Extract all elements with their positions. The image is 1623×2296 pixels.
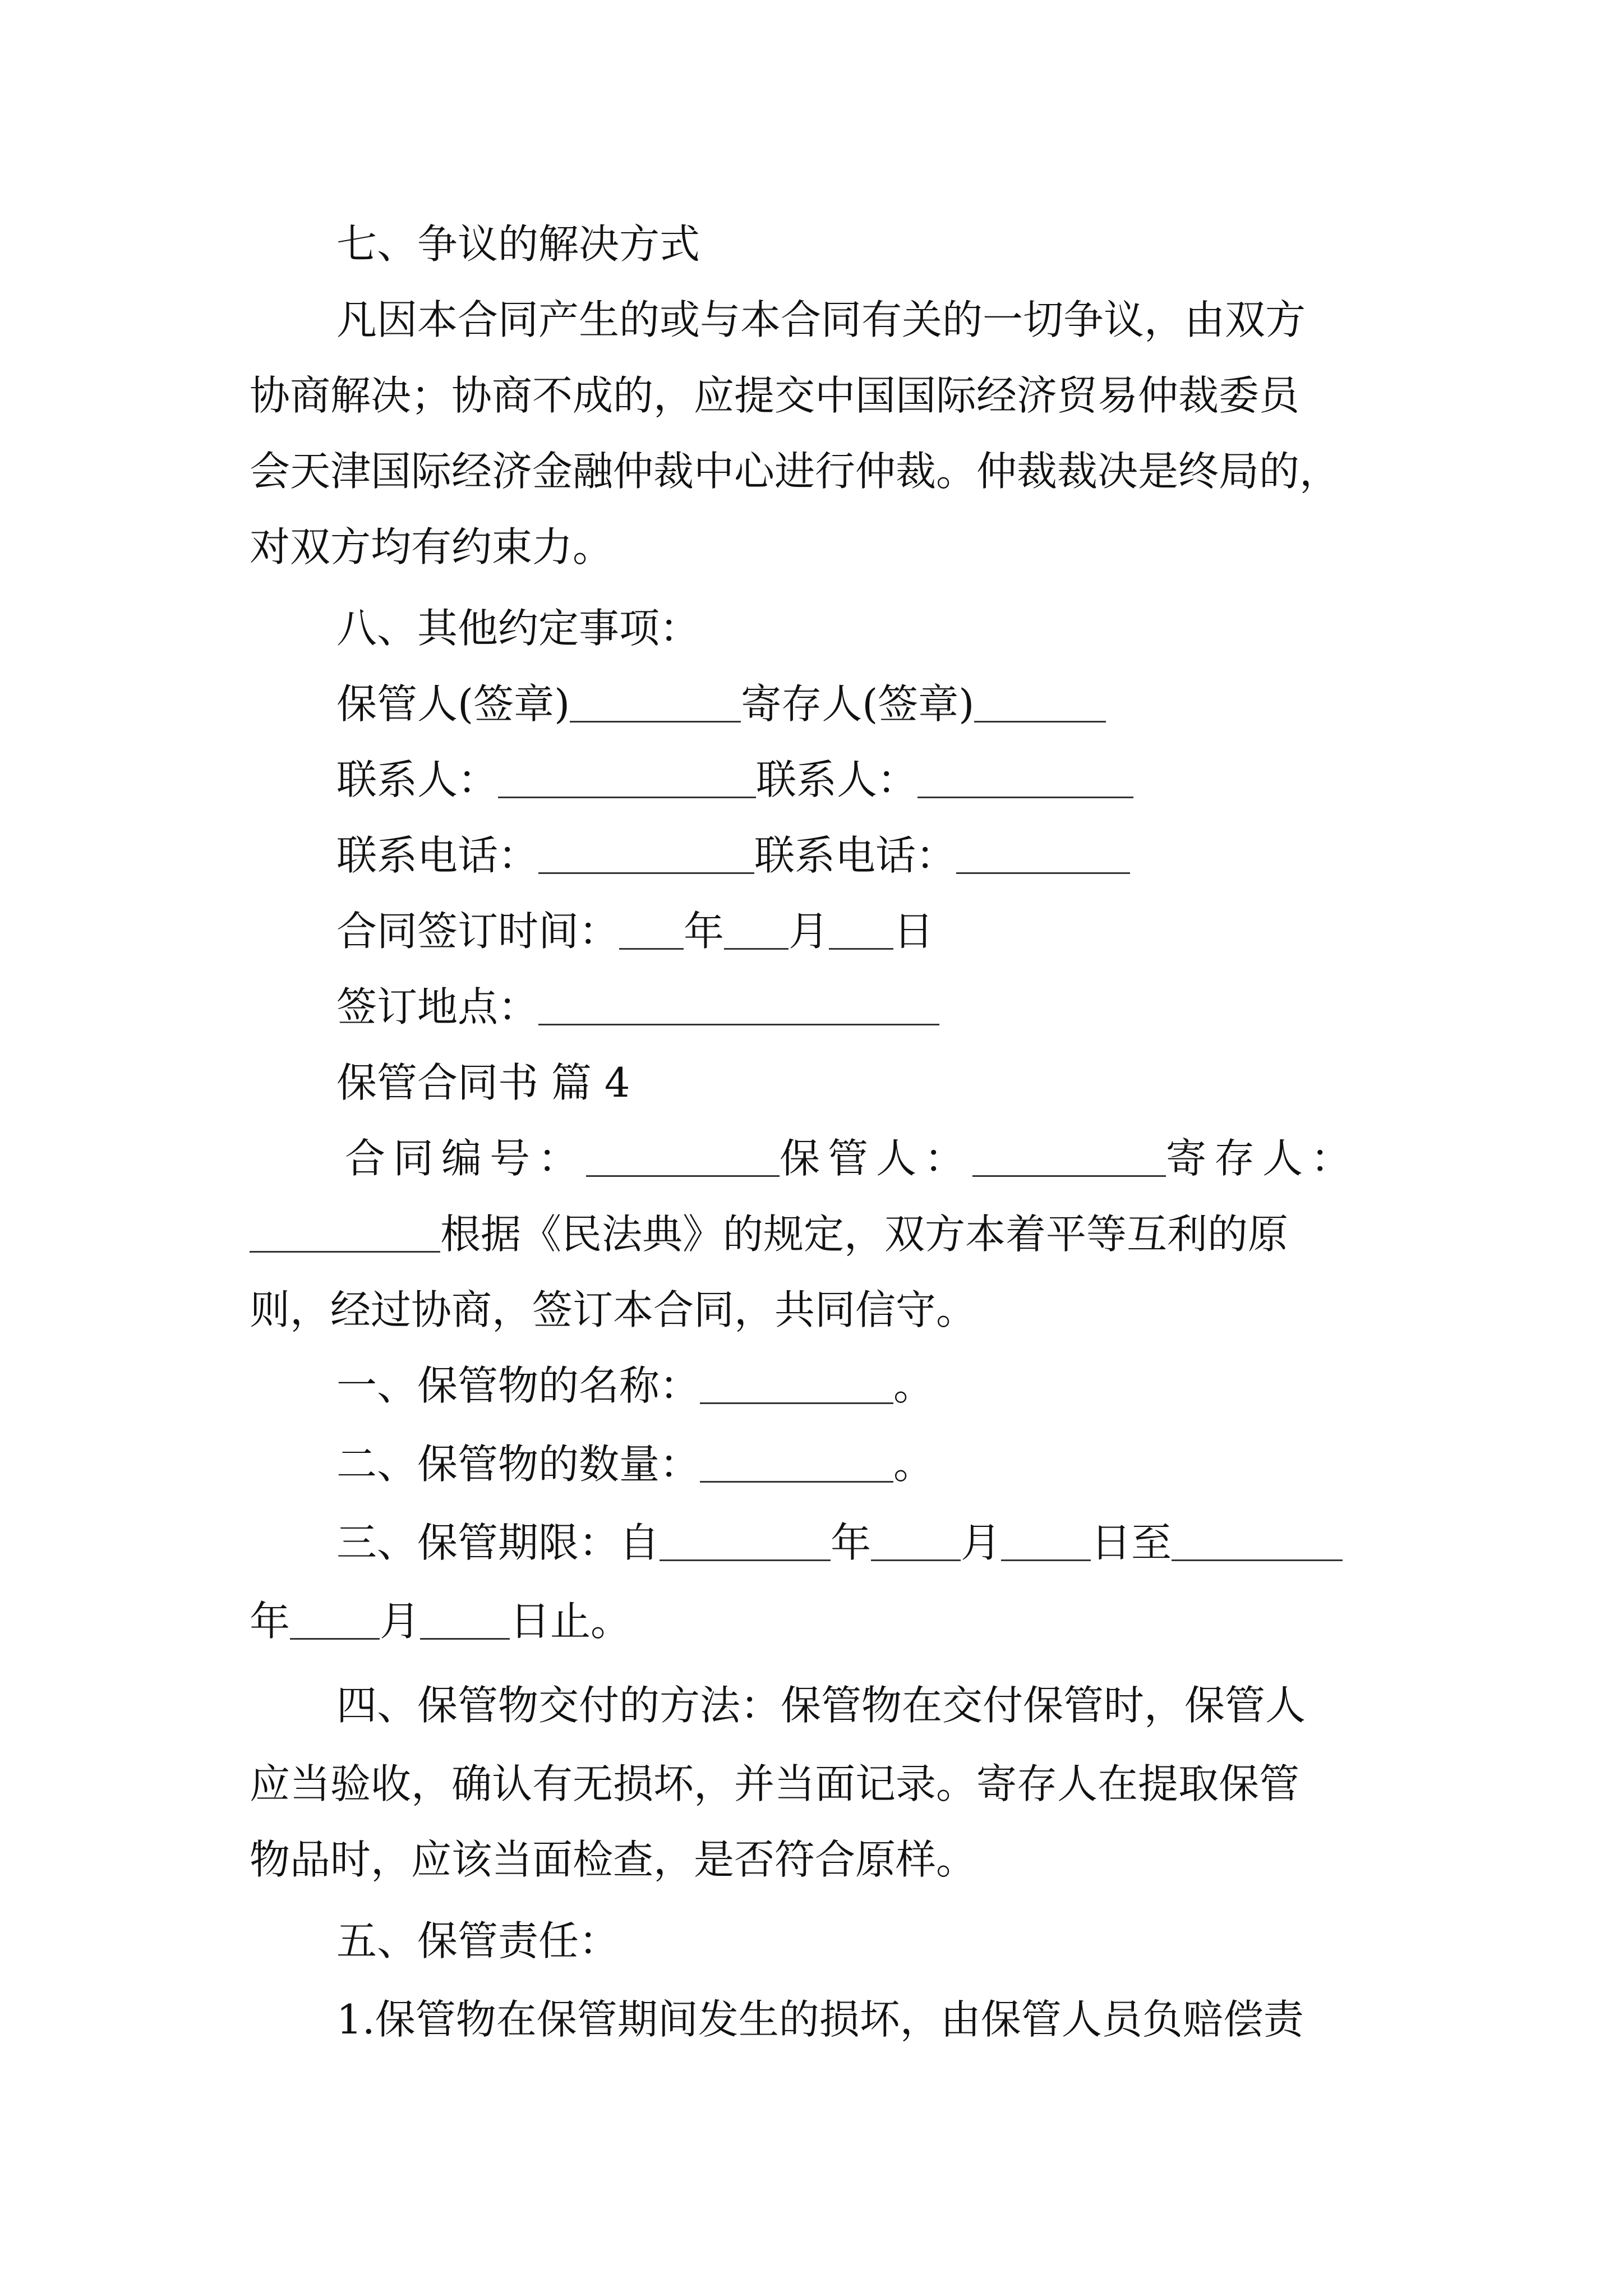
depositor-label: 寄存人： (1166, 1135, 1359, 1182)
contact-blank-1 (498, 756, 756, 798)
contract-no-blank (586, 1135, 780, 1177)
phone-blank-2 (956, 832, 1130, 874)
depositor-seal-label: 寄存人(签章) (741, 680, 975, 728)
sign-month-blank (724, 908, 789, 950)
item-4-line-3: 物品时，应该当面检查，是否符合原样。 (250, 1836, 977, 1883)
seal-row (0, 676, 1623, 732)
keeper-seal-blank (570, 680, 741, 723)
sign-place-label: 签订地点： (336, 983, 539, 1030)
period-start-month-blank (871, 1519, 961, 1561)
period-end-day-blank (420, 1598, 510, 1640)
period-label: 三、保管期限：自 (336, 1519, 660, 1566)
sign-time-row (0, 903, 1623, 959)
phone-label-1: 联系电话： (336, 832, 539, 879)
period-start-month: 月 (961, 1519, 1002, 1566)
period-end-year: 年 (250, 1598, 291, 1645)
period-start-year-blank (660, 1519, 831, 1561)
sign-time-label: 合同签订时间： (336, 908, 620, 955)
sign-day-blank (829, 908, 893, 950)
keeper-label: 保管人： (780, 1135, 973, 1182)
item-4-line-2: 应当验收，确认有无损坏，并当面记录。寄存人在提取保管 (250, 1760, 1300, 1807)
contact-blank-2 (917, 756, 1133, 798)
sign-month-label: 月 (789, 908, 829, 955)
depositor-blank (250, 1211, 440, 1253)
section-7-body-line-1: 凡因本合同产生的或与本合同有关的一切争议，由双方 (336, 296, 1306, 343)
intro-row-1 (0, 1206, 1623, 1262)
item-1-row (0, 1358, 1623, 1414)
item-2-blank (700, 1441, 893, 1483)
article-4-title: 保管合同书 篇 4 (336, 1059, 630, 1106)
phone-label-2: 联系电话： (754, 832, 957, 879)
contract-no-label: 合同编号： (345, 1135, 587, 1182)
sign-year-blank (619, 908, 684, 950)
sign-year-label: 年 (684, 908, 725, 955)
phone-row (0, 827, 1623, 884)
sign-place-row (0, 979, 1623, 1035)
item-1-label: 一、保管物的名称： (336, 1362, 700, 1409)
period-row-2 (0, 1593, 1623, 1649)
section-7-body-line-2: 协商解决；协商不成的，应提交中国国际经济贸易仲裁委员 (250, 372, 1300, 419)
contact-label-2: 联系人： (756, 756, 918, 803)
item-2-row (0, 1436, 1623, 1492)
intro-line-1: 根据《民法典》的规定，双方本着平等互利的原 (440, 1211, 1289, 1258)
intro-line-2: 则，经过协商，签订本合同，共同信守。 (250, 1286, 977, 1333)
contract-header-row (0, 1130, 1623, 1186)
period-start-day-blank (1001, 1519, 1091, 1561)
phone-blank-1 (538, 832, 754, 874)
keeper-blank (972, 1135, 1166, 1177)
period-day-to: 日至 (1091, 1519, 1172, 1566)
period-row-1 (0, 1515, 1623, 1571)
section-7-heading: 七、争议的解决方式 (336, 220, 700, 268)
keeper-seal-label: 保管人(签章) (336, 680, 570, 728)
section-7-body-line-3: 会天津国际经济金融仲裁中心进行仲裁。仲裁裁决是终局的， (250, 448, 1340, 495)
section-8-heading: 八、其他约定事项： (336, 605, 700, 652)
item-1-blank (700, 1362, 893, 1404)
depositor-seal-blank (974, 680, 1106, 723)
period-day-end: 日止。 (510, 1598, 631, 1645)
item-2-end: 。 (893, 1441, 934, 1488)
sign-day-label: 日 (893, 908, 934, 955)
period-start-year: 年 (831, 1519, 872, 1566)
contact-row (0, 752, 1623, 808)
section-7-body-line-4: 对双方均有约束力。 (250, 523, 614, 570)
sign-place-blank (538, 983, 939, 1025)
item-5-heading: 五、保管责任： (336, 1917, 620, 1964)
item-2-label: 二、保管物的数量： (336, 1441, 700, 1488)
period-end-year-blank (1172, 1519, 1343, 1561)
contact-label-1: 联系人： (336, 756, 499, 803)
period-end-month: 月 (380, 1598, 421, 1645)
period-end-month-blank (290, 1598, 380, 1640)
item-1-end: 。 (893, 1362, 934, 1409)
item-5-1-line: 1.保管物在保管期间发生的损坏，由保管人员负赔偿责 (336, 1996, 1304, 2043)
item-4-line-1: 四、保管物交付的方法：保管物在交付保管时，保管人 (336, 1682, 1306, 1729)
